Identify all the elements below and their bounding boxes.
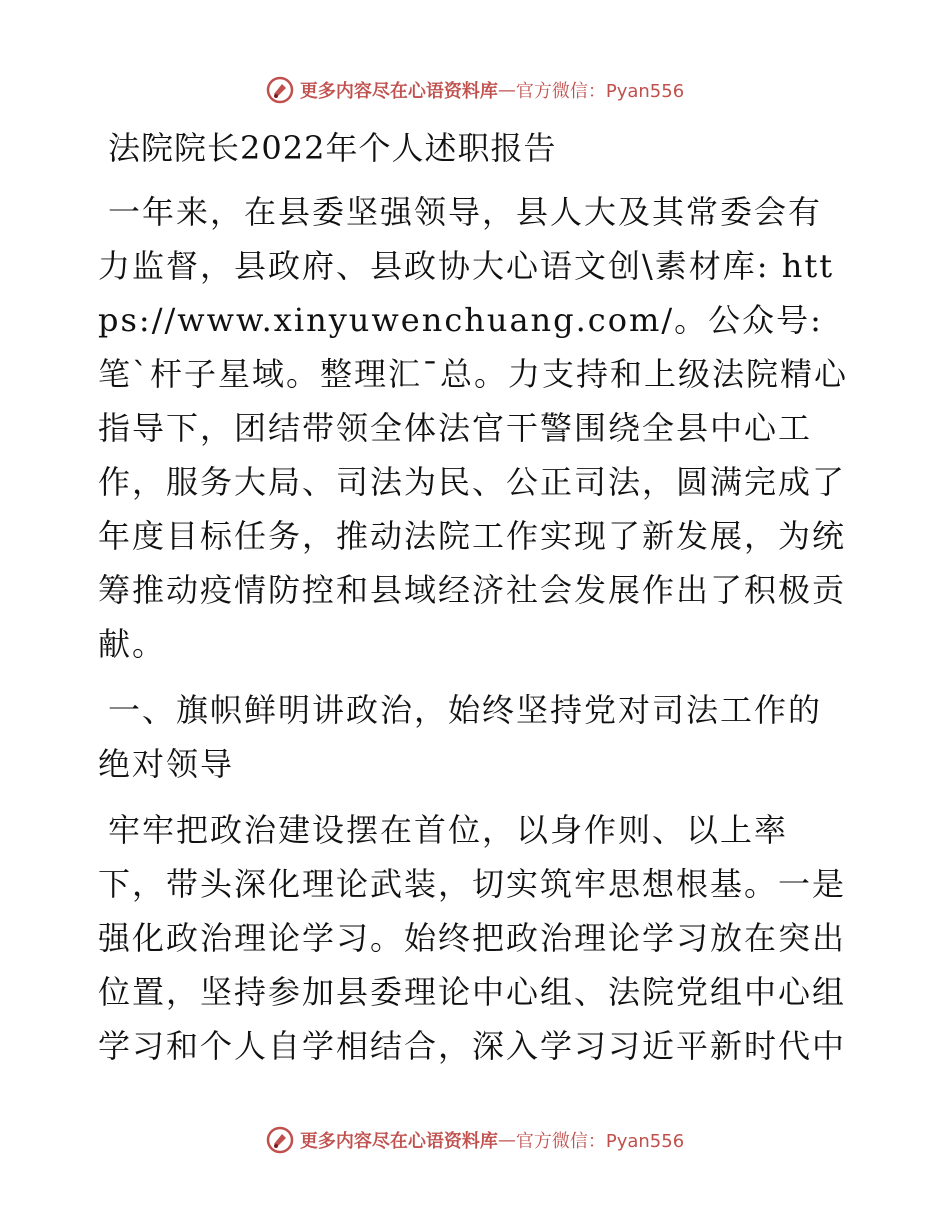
header-banner <box>0 70 950 110</box>
section-heading-1: 一、旗帜鲜明讲政治，始终坚持党对司法工作的绝对领导 <box>98 691 823 783</box>
paragraph-intro: 一年来，在县委坚强领导，县人大及其常委会有力监督，县政府、县政协大心语文创\素材库: https://www.xinyuwenchuang.com/。公众号: 笔`杆子星域。整理汇¯总。力支持和上级法院精心指导下，团结带领全体法官干警围绕全县中心工作，服务大局、司法为民、公正司法，圆满完成了年度目标任务，推动法院工作实现了新发展，为统筹推动疫情防控和县域经济社会发展作出了积极贡献。 <box>98 193 849 663</box>
banner-site-text: 更多内容尽在心语资料库 <box>299 81 498 102</box>
brand-logo-icon <box>266 76 294 104</box>
brand-logo-icon <box>266 1126 294 1154</box>
paragraph-section-1: 牢牢把政治建设摆在首位，以身作则、以上率下，带头深化理论武装，切实筑牢思想根基。一是强化政治理论学习。始终把政治理论学习放在突出位置，坚持参加县委理论中心组、法院党组中心组学习和个人自学相结合，深入学习习近平新时代中 <box>98 811 847 1065</box>
banner-site-text: 更多内容尽在心语资料库 <box>299 1131 498 1152</box>
footer-banner <box>0 1120 950 1160</box>
document-body <box>98 125 850 1085</box>
banner-wechat-text: 官方微信：Pyan556 <box>515 1131 685 1152</box>
banner-dash: — <box>497 79 516 101</box>
banner-dash: — <box>497 1129 516 1151</box>
document-title: 法院院长2022年个人述职报告 <box>108 129 557 167</box>
banner-wechat-text: 官方微信：Pyan556 <box>515 81 685 102</box>
